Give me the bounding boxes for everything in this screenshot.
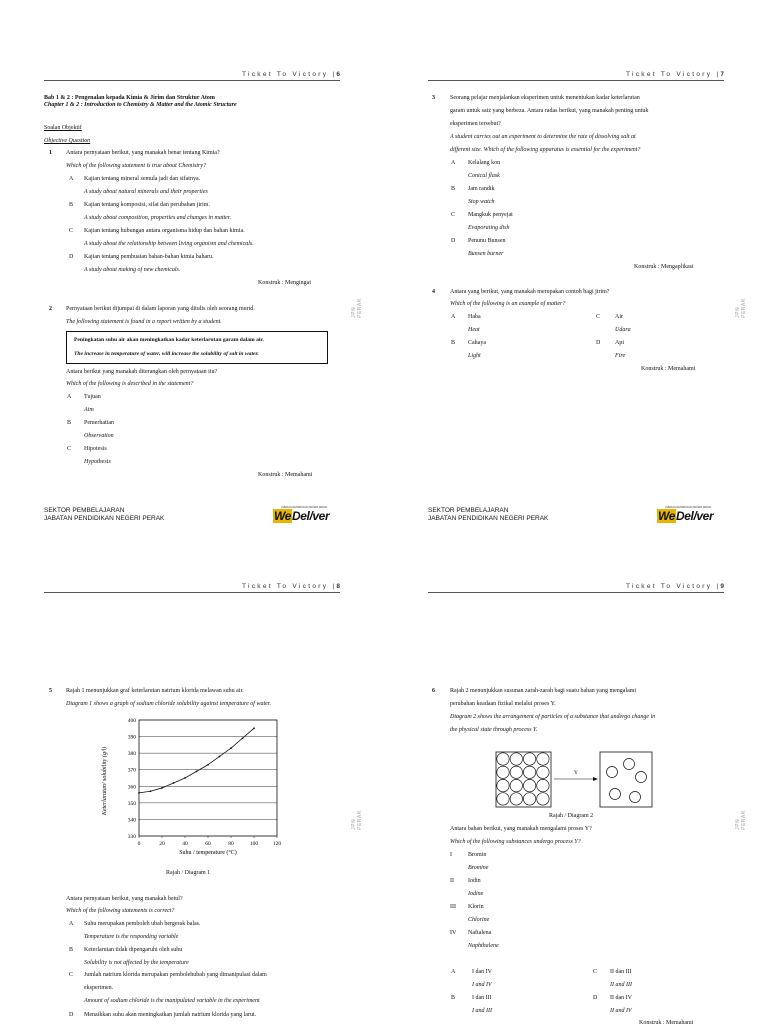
- option-letter: B: [67, 420, 72, 426]
- question-stem-en: the physical state through process Y.: [450, 727, 538, 733]
- chart-y-tick-label: 370: [127, 767, 136, 774]
- option-text-ms: I dan III: [472, 995, 492, 1001]
- question-ask-ms: Antara bahan berikut, yang manakah mengalami proses Y?: [450, 826, 592, 832]
- option-text-ms: II dan IV: [610, 995, 632, 1001]
- diagram-caption: Rajah / Diagram 2: [549, 813, 594, 819]
- we-deliver-logo: [657, 509, 713, 523]
- option-text-ms: Penunu Bunsen: [468, 238, 506, 244]
- option-letter: A: [451, 969, 456, 975]
- option-letter: C: [593, 969, 598, 975]
- page-header: Ticket To Victory |7: [625, 71, 724, 78]
- chart-data-point: [219, 756, 221, 758]
- chart-series: [138, 727, 255, 793]
- page-number: 7: [720, 71, 724, 78]
- header-rule: [428, 80, 724, 81]
- solid-particle: [497, 793, 509, 805]
- option-text-en: Amount of sodium chloride is the manipulated variable in the experiment: [84, 998, 260, 1004]
- chart-data-point: [138, 792, 140, 794]
- question-stem-en: Diagram 2 shows the arrangement of particles of a substance that undergo change in: [450, 714, 656, 720]
- section-title-ms: Soalan Objektif: [44, 125, 82, 131]
- page-8: [0, 512, 384, 1024]
- item-text-ms: Klorin: [468, 904, 484, 910]
- gas-particle: [630, 792, 641, 803]
- chart-y-tick-label: 400: [127, 718, 136, 724]
- section-title-en: Objective Question: [44, 138, 91, 144]
- question-stem-ms: Rajah 1 menunjukkan graf keterlarutan natrium klorida melawan suhu air.: [66, 688, 244, 694]
- option-letter: C: [69, 972, 74, 978]
- chart-data-point: [161, 787, 163, 789]
- option-text-ms: Cahaya: [468, 340, 486, 346]
- page-6: [0, 0, 384, 512]
- option-letter: D: [593, 995, 598, 1001]
- option-text-ms: I dan IV: [472, 969, 492, 975]
- logo-deliver: Del/ver: [675, 509, 714, 523]
- option-text-ms: Kelalang kon: [468, 160, 501, 166]
- option-text-en: Observation: [84, 433, 114, 439]
- solubility-chart: [95, 715, 300, 860]
- header-brand: Ticket To Victory: [241, 583, 329, 590]
- watermark: JPN PERAK: [735, 297, 747, 318]
- construct-label: Konstruk : Memahami: [641, 366, 696, 372]
- page-number: 6: [336, 71, 340, 78]
- item-numeral: II: [450, 878, 454, 884]
- process-label: Y: [574, 770, 578, 776]
- option-text-en: Heat: [468, 327, 480, 333]
- option-letter: A: [69, 921, 74, 927]
- chart-x-tick-label: 20: [159, 841, 165, 847]
- watermark: JPN PERAK: [735, 809, 747, 830]
- question-stem-ms: Antara yang berikut, yang manakah merupakan contoh bagi jirim?: [450, 289, 610, 295]
- item-text-en: Chlorine: [468, 917, 490, 923]
- question-number: 3: [432, 95, 435, 101]
- footer-line1: SEKTOR PEMBELAJARAN: [44, 507, 125, 512]
- chart-x-tick-label: 60: [205, 841, 211, 847]
- option-text-ms-cont: eksperimen.: [84, 985, 114, 991]
- option-letter: C: [451, 212, 456, 218]
- question-ask-en: Which of the following substances undergo process Y?: [450, 839, 581, 845]
- option-text-ms: Suhu merupakan pemboleh ubah bergerak balas.: [84, 921, 201, 927]
- chart-y-tick-label: 330: [127, 834, 136, 840]
- chart-y-tick-label: 360: [127, 784, 136, 791]
- statement-en: The increase in temperature of water, will increase the solubility of salt in water.: [74, 351, 259, 357]
- chart-y-axis-label: Keterlarutan/ solubility (g/l): [102, 746, 108, 816]
- option-text-en: I and III: [472, 1008, 492, 1014]
- item-text-ms: Iodin: [468, 878, 481, 884]
- solid-particle: [523, 779, 535, 791]
- option-text-en: Udara: [615, 327, 631, 333]
- item-text-ms: Naftalena: [468, 930, 492, 936]
- question-ask-en: Which of the following statements is correct?: [66, 908, 175, 914]
- statement-ms: Peningkatan suhu air akan meningkatkan kadar keterlarutan garam dalam air.: [74, 337, 264, 343]
- chart-x-axis-label: Suhu / temperature (°C): [179, 850, 237, 856]
- footer-line2: JABATAN PENDIDIKAN NEGERI PERAK: [44, 515, 165, 522]
- option-letter: B: [69, 947, 74, 953]
- question-stem-en: Diagram 1 shows a graph of sodium chloride solubility against temperature of water.: [66, 701, 271, 707]
- option-text-en: A study about natural minerals and their properties: [84, 189, 208, 195]
- chart-y-tick-label: 390: [127, 734, 136, 741]
- option-text-en: I and IV: [472, 982, 492, 988]
- question-number: 4: [432, 289, 435, 295]
- option-letter: A: [451, 314, 456, 320]
- option-text-en: Temperature is the responding variable: [84, 934, 179, 940]
- option-text-en: Light: [468, 353, 481, 359]
- option-text-ms: Keterlarutan tidak dipengaruhi oleh suhu: [84, 947, 183, 953]
- chart-data-point: [242, 737, 244, 739]
- question-stem-ms: Seorang pelajar menjalankan eksperimen untuk menentukan kadar keterlarutan: [450, 95, 640, 101]
- option-text-ms: Kajian tentang komposisi, sifat dan perubahan jirim.: [84, 202, 210, 208]
- option-text-en: A study about the relationship between living organism and chemicals.: [84, 241, 254, 247]
- option-text-en: II and III: [610, 982, 632, 988]
- chart-x-tick-label: 40: [182, 841, 188, 847]
- page-7: [384, 0, 768, 512]
- option-text-en: A study about composition, properties and changes in matter.: [84, 215, 231, 221]
- item-numeral: IV: [450, 930, 457, 936]
- chart-y-ticks: [128, 718, 137, 840]
- solid-particle: [510, 753, 522, 765]
- chart-x-tick-label: 120: [272, 841, 282, 847]
- option-text-ms: Tujuan: [84, 394, 101, 400]
- option-text-en: A study about making of new chemicals.: [84, 267, 181, 273]
- solid-particle: [510, 793, 522, 805]
- question-ask-en: Which of the following is described in the statement?: [66, 381, 194, 387]
- solid-particles: [497, 753, 549, 805]
- solid-particle: [537, 793, 549, 805]
- chapter-title-en: Chapter 1 & 2 : Introduction to Chemistry & Matter and the Atomic Structure: [44, 102, 237, 108]
- particle-diagram: [494, 750, 654, 810]
- construct-label: Konstruk : Mengingat: [258, 280, 311, 286]
- chart-data-point: [184, 777, 186, 779]
- option-text-ms: Kajian tentang hubungan antara organisma hidup dan bahan kimia.: [84, 228, 245, 234]
- statement-box: [66, 331, 328, 364]
- question-stem-ms: perubahan keadaan fizikal melalui proses Y.: [450, 701, 556, 707]
- question-stem-en: A student carries out an experiment to determine the rate of dissolving salt at: [450, 134, 636, 140]
- logo-we: We: [274, 509, 291, 523]
- solid-particle: [497, 779, 509, 791]
- chart-x-tick-label: 80: [228, 841, 234, 847]
- page-header: Ticket To Victory |6: [241, 71, 340, 78]
- item-text-ms: Bromin: [468, 852, 487, 858]
- gas-particle: [624, 759, 635, 770]
- option-text-ms: Jam randik: [468, 186, 495, 192]
- page-number: 9: [720, 583, 724, 590]
- question-stem-en: The following statement is found in a report written by a student.: [66, 319, 222, 325]
- item-text-en: Iodine: [468, 891, 484, 897]
- solid-particle: [523, 753, 535, 765]
- gas-particle: [636, 772, 647, 783]
- option-letter: C: [596, 314, 601, 320]
- logo-tagline: JABATAN PENDIDIKAN NEGERI PERAK: [281, 506, 328, 509]
- construct-label: Konstruk : Memahami: [639, 1020, 694, 1024]
- chart-data-point: [207, 764, 209, 766]
- chart-data-point: [196, 770, 198, 772]
- solid-particle: [510, 779, 522, 791]
- footer-line2: JABATAN PENDIDIKAN NEGERI PERAK: [428, 515, 549, 522]
- solid-particle: [523, 793, 535, 805]
- option-text-ms: Mangkuk penyejat: [468, 212, 513, 218]
- chart-y-tick-label: 340: [127, 817, 136, 824]
- chart-series-line: [139, 728, 254, 793]
- option-letter: A: [69, 176, 74, 182]
- chart-y-tick-label: 350: [127, 800, 136, 807]
- solid-particle: [523, 766, 535, 778]
- chart-grid: [139, 720, 277, 838]
- gas-particle: [610, 789, 621, 800]
- chapter-title-ms: Bab 1 & 2 : Pengenalan kepada Kimia & Jirim dan Struktur Atom: [44, 95, 215, 101]
- option-letter: A: [67, 394, 72, 400]
- option-text-en: Hypothesis: [84, 459, 111, 465]
- question-stem-ms: garam untuk saiz yang berbeza. Antara radas berikut, yang manakah penting untuk: [450, 108, 649, 114]
- chart-data-point: [230, 747, 232, 749]
- solid-particle: [510, 766, 522, 778]
- option-text-en: Aim: [84, 407, 94, 413]
- option-letter: B: [451, 995, 456, 1001]
- chart-x-ticks: [138, 841, 282, 847]
- page-header: Ticket To Victory |8: [241, 583, 340, 590]
- option-text-en: Conical flask: [468, 173, 500, 179]
- page-9: [384, 512, 768, 1024]
- chart-x-tick-label: 100: [249, 841, 259, 847]
- header-brand: Ticket To Victory: [625, 71, 713, 78]
- option-letter: C: [67, 446, 72, 452]
- option-letter: D: [69, 1012, 74, 1018]
- question-number: 6: [432, 688, 435, 694]
- chart-y-tick-label: 380: [127, 751, 136, 758]
- page-number: 8: [336, 583, 340, 590]
- option-letter: B: [451, 186, 456, 192]
- construct-label: Konstruk : Mengaplikasi: [634, 264, 694, 270]
- header-rule: [44, 592, 340, 593]
- question-number: 1: [49, 150, 52, 156]
- item-numeral: III: [450, 904, 456, 910]
- option-text-ms: Api: [615, 340, 624, 346]
- option-text-en: Fire: [615, 353, 626, 359]
- gas-state-box: [600, 752, 652, 807]
- option-text-ms: Hipotesis: [84, 446, 107, 452]
- question-number: 2: [49, 306, 52, 312]
- option-text-ms: Haba: [468, 314, 481, 320]
- question-ask-ms: Antara pernyataan berikut, yang manakah betul?: [66, 896, 183, 902]
- logo-tagline: JABATAN PENDIDIKAN NEGERI PERAK: [665, 506, 712, 509]
- option-text-ms: Kajian tentang mineral semula jadi dan sifatnya.: [84, 176, 201, 182]
- option-text-en: Bunsen burner: [468, 251, 504, 257]
- option-text-ms: Jumlah natrium klorida merupakan pembolehubah yang dimanipulasi dalam: [84, 972, 267, 978]
- watermark: JPN PERAK: [351, 297, 363, 318]
- solid-particle: [537, 753, 549, 765]
- header-rule: [428, 592, 724, 593]
- page-header: Ticket To Victory |9: [625, 583, 724, 590]
- logo-we: We: [658, 509, 675, 523]
- option-text-ms: Kajian tentang pembuatan bahan-bahan kimia baharu.: [84, 254, 214, 260]
- option-text-en: Solubility is not affected by the temperature: [84, 960, 189, 966]
- chart-data-point: [150, 790, 152, 792]
- construct-label: Konstruk : Memahami: [258, 472, 313, 478]
- chart-plot-frame: [139, 720, 277, 836]
- chart-data-point: [173, 782, 175, 784]
- option-text-en: Evaporating dish: [468, 225, 510, 231]
- header-brand: Ticket To Victory: [625, 583, 713, 590]
- option-text-en: II and IV: [610, 1008, 632, 1014]
- question-stem-ms: Rajah 2 menunjukkan susunan zarah-zarah bagi suatu bahan yang mengalami: [450, 688, 637, 694]
- question-ask-ms: Antara berikut yang manakah diterangkan oleh pernyataan itu?: [66, 369, 218, 375]
- option-letter: D: [69, 254, 74, 260]
- logo-deliver: Del/ver: [291, 509, 330, 523]
- option-text-en: Stop watch: [468, 199, 495, 205]
- item-text-en: Bromine: [468, 865, 489, 871]
- solid-particle: [497, 753, 509, 765]
- question-stem-ms: Pernyataan berikut dijumpai di dalam laporan yang ditulis oleh seorang murid.: [66, 306, 255, 312]
- watermark: JPN PERAK: [351, 809, 363, 830]
- we-deliver-logo: [273, 509, 329, 523]
- question-number: 5: [49, 688, 52, 694]
- question-stem-en: Which of the following is an example of matter?: [450, 301, 566, 307]
- solid-particle: [497, 766, 509, 778]
- item-text-en: Naphthalene: [468, 943, 499, 949]
- option-text-ms: Menaikkan suhu akan meningkatkan jumlah natrium klorida yang larut.: [84, 1012, 257, 1018]
- option-letter: B: [451, 340, 456, 346]
- chart-x-tick-label: 0: [137, 841, 141, 847]
- option-letter: B: [69, 202, 74, 208]
- option-letter: A: [451, 160, 456, 166]
- option-text-ms: II dan III: [610, 969, 632, 975]
- option-letter: D: [451, 238, 456, 244]
- diagram-caption: Rajah / Diagram 1: [166, 870, 211, 876]
- question-stem-ms: Antara pernyataan berikut, yang manakah benar tentang Kimia?: [66, 150, 220, 156]
- item-numeral: I: [450, 852, 452, 858]
- arrow-head-icon: [593, 777, 598, 781]
- question-stem-en: Which of the following statement is true about Chemistry?: [66, 163, 206, 169]
- option-text-ms: Pemerhatian: [84, 420, 114, 426]
- question-stem-ms: eksperimen tersebut?: [450, 121, 501, 127]
- header-brand: Ticket To Victory: [241, 71, 329, 78]
- chart-data-point: [253, 727, 255, 729]
- solid-particle: [537, 779, 549, 791]
- footer-line1: SEKTOR PEMBELAJARAN: [428, 507, 509, 512]
- gas-particle: [607, 767, 618, 778]
- question-stem-en: different size. Which of the following apparatus is essential for the experiment?: [450, 147, 641, 153]
- option-text-ms: Air: [615, 314, 623, 320]
- option-letter: D: [596, 340, 601, 346]
- solid-particle: [537, 766, 549, 778]
- option-letter: C: [69, 228, 74, 234]
- header-rule: [44, 80, 340, 81]
